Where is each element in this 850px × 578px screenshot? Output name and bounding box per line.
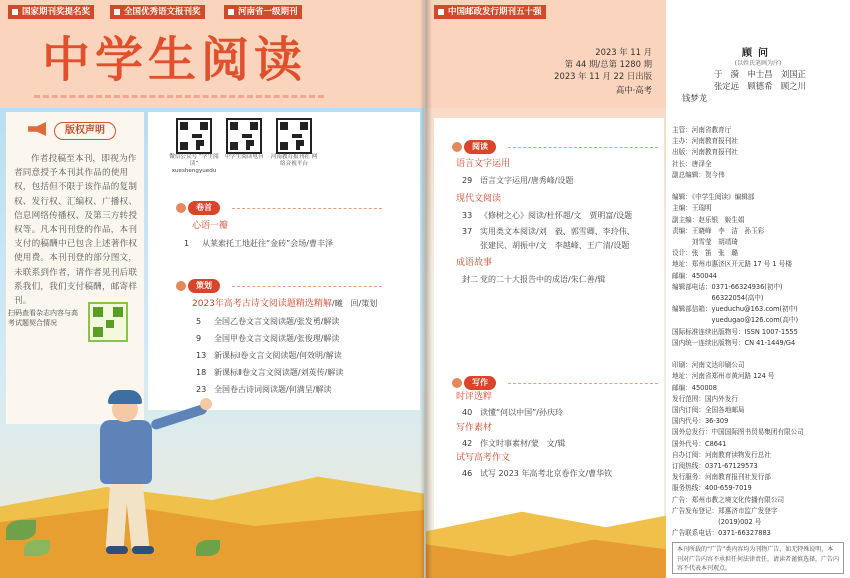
section-pill-juanshou: 卷首 xyxy=(188,201,220,215)
toc-entry-text: 作文时事素材/蒙 文/辑 xyxy=(480,439,566,448)
masthead-line: 主编：王瑞明 xyxy=(672,204,712,213)
toc-entry-page: 33 xyxy=(462,211,473,220)
toc-entry-text: 新课标Ⅰ卷文言文阅读题/何效明/解读 xyxy=(214,351,342,360)
qr-code-green[interactable] xyxy=(88,302,128,342)
toc-entry[interactable] xyxy=(462,226,635,238)
toc-entry-text: 语言文字运用/唐秀峰/设题 xyxy=(480,176,574,185)
masthead-line: 国外代号：C8641 xyxy=(672,439,727,448)
toc-entry-page: 40 xyxy=(462,408,473,417)
toc-subhead: 语言文字运用 xyxy=(456,159,511,169)
adviser-line: 张定远 顾德希 顾之川 xyxy=(713,81,807,91)
award-badge-3: 河南省一级期刊 xyxy=(224,5,302,19)
masthead-line: 国内代号：36-309 xyxy=(672,417,729,426)
right-page xyxy=(426,0,850,578)
masthead-line: 自办订阅：河南教育读物发行总社 xyxy=(672,450,771,459)
masthead-line: 主办：河南教育报刊社 xyxy=(672,137,738,146)
toc-entry-text: 试写 2023 年高考北京卷作文/曹华钦 xyxy=(480,469,613,478)
masthead-line: 国内统一连续出版物号：CN 41-1449/G4 xyxy=(672,338,796,347)
toc-entry-text: 实用类文本阅读/刘 毅、郭雪卿、李玲伟、 xyxy=(480,227,635,236)
toc-subhead: 写作素材 xyxy=(456,423,493,433)
toc-entry-page: 13 xyxy=(196,351,207,360)
figure-hand xyxy=(200,398,212,410)
toc-entry-text: 从莱索托工地赶往“金砖”会场/曹丰泽 xyxy=(202,239,333,248)
award-badge-1: 国家期刊奖提名奖 xyxy=(8,5,94,19)
masthead-line: 邮编：450008 xyxy=(672,383,717,392)
toc-entry[interactable] xyxy=(462,438,565,450)
masthead-line: 主管：河南省教育厅 xyxy=(672,126,732,134)
toc-entry-text: 全国卷古诗词阅读题/何满呈/解读 xyxy=(214,385,332,394)
section-dot-icon xyxy=(176,281,186,291)
toc-subhead-byline: /曦 回/策划 xyxy=(331,299,378,308)
masthead-line: 副总编辑：贺今伟 xyxy=(672,170,725,179)
section-dot-icon xyxy=(176,203,186,213)
toc-subhead: 时评选粹 xyxy=(456,392,493,402)
section-dot-icon xyxy=(452,378,462,388)
qr-code-wechat[interactable] xyxy=(176,118,212,154)
divider xyxy=(232,286,382,287)
leaf-decoration xyxy=(24,540,50,556)
masthead-line: 责编：王晓峰 李 洁 孙玉彩 xyxy=(672,226,765,235)
toc-entry-page: 23 xyxy=(196,385,207,394)
masthead-line: 国内订阅：全国各地邮局 xyxy=(672,406,745,414)
toc-entry[interactable] xyxy=(462,175,573,187)
masthead-line: 广告：郑州市教之境文化传播有限公司 xyxy=(672,495,785,504)
award-badge-2: 全国优秀语文报刊奖 xyxy=(110,5,205,19)
divider xyxy=(508,147,658,148)
toc-entry[interactable] xyxy=(196,367,343,379)
advisers-note: (以姓氏笔画为序) xyxy=(734,60,782,67)
edition-label: 高中·高考 xyxy=(615,85,652,95)
masthead-line: 刘雪莹 胡靖琦 xyxy=(672,238,738,246)
toc-entry-text: 读懂“何以中国”/孙庆玲 xyxy=(480,408,563,417)
qr-caption-media: 河南教育报刊社 网络音视平台 xyxy=(270,154,318,167)
toc-entry[interactable] xyxy=(462,274,605,286)
masthead-column xyxy=(666,0,850,578)
toc-entry[interactable] xyxy=(462,240,629,252)
toc-entry-text: 党的二十大报告中的成语/朱仁善/辑 xyxy=(480,275,606,284)
toc-entry[interactable] xyxy=(462,407,563,419)
issue-number: 第 44 期/总第 1280 期 xyxy=(564,59,652,69)
book-spine xyxy=(420,0,432,578)
section-pill-yuedu: 阅读 xyxy=(464,140,496,154)
section-dot-icon xyxy=(452,142,462,152)
copyright-body: 作者投稿至本刊，即视为作者同意授予本刊其作品的使用权，包括但不限于该作品的复制权、发行权、汇编权、广播权、信息网络传播权、及第三方转授权等。凡本刊刊登的作品，本刊支付的稿酬中已包含上述著作权使用费。本刊刊登的部分图文，未联系到作者，请作者见刊后联系我们，我们支付稿酬，邮寄样刊。 xyxy=(14,154,138,307)
toc-entry-text: 《修树之心》阅读/杜怀超/文 贾明富/设题 xyxy=(480,211,633,220)
masthead-line: 订阅热线：0371-67129573 xyxy=(672,462,758,470)
publish-date: 2023 年 11 月 22 日出版 xyxy=(554,71,652,81)
leaf-decoration xyxy=(6,520,36,540)
figure-cap xyxy=(108,390,142,404)
toc-entry[interactable] xyxy=(184,238,333,250)
divider xyxy=(232,208,382,209)
advisers-list xyxy=(680,68,840,104)
issue-date: 2023 年 11 月 xyxy=(595,47,652,57)
leaf-decoration xyxy=(196,540,220,556)
masthead-line: 编辑：《中学生阅读》编辑部 xyxy=(672,193,755,202)
toc-entry-text: 新课标Ⅱ卷文言文阅读题/刘英传/解读 xyxy=(214,368,344,377)
toc-subhead: 心语一瓣 xyxy=(192,221,229,231)
masthead-line: 社长：唐泽全 xyxy=(672,159,712,168)
award-badge-post: 中国邮政发行期刊五十强 xyxy=(434,5,546,19)
section-pill-xiezuo: 写作 xyxy=(464,376,496,390)
toc-entry[interactable] xyxy=(196,384,331,396)
masthead-line: 国际标准连续出版物号：ISSN 1007-1555 xyxy=(672,327,798,336)
adviser-line: 钱梦龙 xyxy=(682,93,708,103)
toc-entry-page: 封二 xyxy=(462,275,478,284)
qr-caption-wechat: 微信公众号 “学生阅读” xueshengyuedu xyxy=(169,154,219,174)
figure-body xyxy=(100,420,152,484)
masthead-line: yuedugao@126.com(高中) xyxy=(672,316,799,325)
copyright-title: 版权声明 xyxy=(54,122,116,140)
masthead-line: 设计：张 笛 张 璐 xyxy=(672,249,738,258)
left-page xyxy=(0,0,424,578)
toc-entry-page: 9 xyxy=(196,334,202,343)
masthead-line: 邮编：450044 xyxy=(672,271,717,280)
masthead-line: 发行服务：河南教育报刊社发行部 xyxy=(672,473,771,482)
toc-subhead-title: 2023年高考古诗文阅读题精选精解 xyxy=(192,299,332,309)
ad-notice: 本刊所载的“广告”类内容均为刊物广告，如无特殊说明，本刊对广告内容不承担任何法律责任，请读者谨慎选择，广告内容不代表本刊观点。 xyxy=(672,542,844,574)
masthead-line: 66322054(高中) xyxy=(672,294,764,302)
toc-subhead: 成语故事 xyxy=(456,258,493,268)
scan-hint: 扫码查看杂志内容与高考试题契合情况 xyxy=(8,309,78,327)
toc-entry-page: 46 xyxy=(462,469,473,478)
masthead-line: 广告联系电话：0371-66327883 xyxy=(672,529,771,538)
toc-subhead: 试写高考作文 xyxy=(456,453,511,463)
toc-entry-page: 18 xyxy=(196,368,207,377)
toc-entry[interactable] xyxy=(196,350,342,362)
masthead-line: 广告发布登记：郑惠济市监广发登字 xyxy=(672,506,778,515)
adviser-line: 于 漪 申士昌 刘国正 xyxy=(713,69,807,79)
masthead-line: 服务热线：400-659-7019 xyxy=(672,484,752,493)
divider xyxy=(508,383,658,384)
toc-entry-page: 1 xyxy=(184,239,190,248)
toc-entry-page: 42 xyxy=(462,439,473,448)
toc-entry-text: 全国甲卷文言文阅读题/张俊理/解读 xyxy=(214,334,340,343)
toc-entry[interactable] xyxy=(462,210,632,222)
toc-entry[interactable] xyxy=(462,468,612,480)
masthead-line: 地址：河南省郑州市黄河路 124 号 xyxy=(672,372,775,381)
magazine-title: 中学生阅读 xyxy=(42,32,308,88)
toc-entry-page: 29 xyxy=(462,176,473,185)
masthead-line: 编辑部电话：0371-66324936(初中) xyxy=(672,282,783,291)
masthead-line: 国外总发行：中国国际图书贸易集团有限公司 xyxy=(672,428,804,437)
masthead-line: 印刷：河南文达印刷公司 xyxy=(672,361,745,370)
qr-code-radio[interactable] xyxy=(226,118,262,154)
toc-entry[interactable] xyxy=(196,333,339,345)
toc-entry-page: 37 xyxy=(462,227,473,236)
toc-subhead xyxy=(192,298,377,310)
masthead-line: 编辑部信箱：yueduchu@163.com(初中) xyxy=(672,305,798,314)
toc-entry[interactable] xyxy=(196,316,339,328)
toc-entry-text: 全国乙卷文言文阅读题/张发勇/解读 xyxy=(214,317,340,326)
masthead-line: (2019)002 号 xyxy=(672,518,762,526)
toc-entry-text: 张建民、胡振中/文 李越峰、王广清/设题 xyxy=(480,241,630,250)
advisers-title: 顾问 xyxy=(742,48,774,59)
figure-shoe xyxy=(106,546,128,554)
section-pill-cehua: 策划 xyxy=(188,279,220,293)
masthead-line: 地址：郑州市惠济区开元路 17 号 1 号楼 xyxy=(672,260,792,269)
figure-shoe xyxy=(132,546,154,554)
toc-entry-page: 5 xyxy=(196,317,202,326)
qr-code-media[interactable] xyxy=(276,118,312,154)
masthead-line: 发行范围：国内外发行 xyxy=(672,394,738,403)
toc-subhead: 现代文阅读 xyxy=(456,194,502,204)
qr-caption-radio: 中学生阅读电台 xyxy=(224,154,264,160)
masthead-line: 副主编：赵乐银 姬生娟 xyxy=(672,215,745,224)
masthead-line: 出版：河南教育报刊社 xyxy=(672,148,738,157)
